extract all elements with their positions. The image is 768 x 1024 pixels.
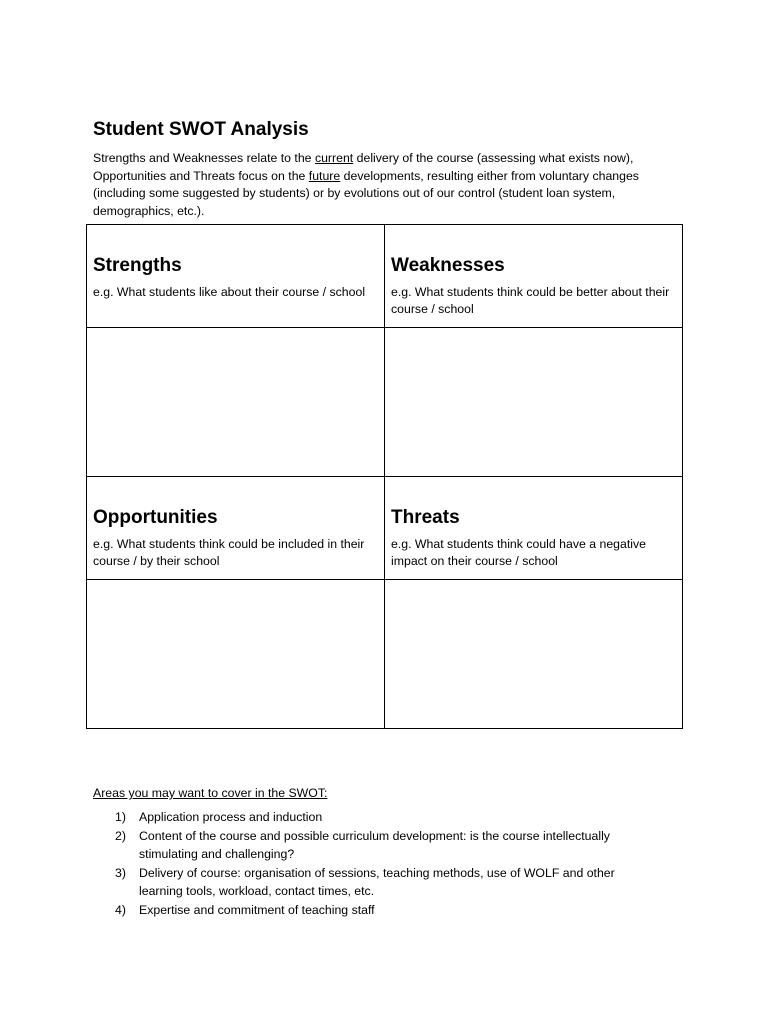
strengths-answer-cell[interactable] (87, 328, 385, 477)
list-item-text: Application process and induction (139, 810, 323, 824)
weaknesses-answer-cell[interactable] (385, 328, 683, 477)
page-title: Student SWOT Analysis (93, 119, 309, 140)
weaknesses-title: Weaknesses (391, 255, 505, 276)
threats-header-cell (385, 477, 683, 580)
list-item-number: 3) (115, 865, 126, 880)
list-item (93, 901, 653, 919)
weaknesses-header-cell (385, 225, 683, 328)
threats-answer-cell[interactable] (385, 580, 683, 729)
strengths-header-cell (87, 225, 385, 328)
intro-text-1: Strengths and Weaknesses relate to the (93, 151, 315, 165)
intro-text-2: delivery of the course (assessing what exists now), Opportunities and Threats focus on the (93, 151, 634, 183)
list-item (93, 808, 653, 826)
opportunities-title: Opportunities (93, 507, 218, 528)
intro-paragraph (93, 150, 683, 220)
list-item-number: 1) (115, 810, 126, 824)
intro-emphasis-future: future (308, 168, 341, 183)
list-item-number: 4) (115, 902, 126, 917)
list-item (93, 827, 653, 864)
areas-list (93, 808, 653, 920)
list-item-text: Expertise and commitment of teaching staff (139, 902, 375, 917)
threats-description: e.g. What students think could have a negative impact on their course / school (391, 537, 646, 568)
list-item-text: Delivery of course: organisation of sessions, teaching methods, use of WOLF and other learning tools, workload, contact times, etc. (139, 865, 615, 899)
strengths-description: e.g. What students like about their course / school (93, 285, 366, 299)
strengths-title: Strengths (93, 255, 182, 276)
list-item-text: Content of the course and possible curriculum development: is the course intellectually stimulating and challenging? (139, 828, 610, 862)
list-item (93, 864, 653, 901)
weaknesses-description: e.g. What students think could be better about their course / school (391, 285, 670, 316)
threats-title: Threats (391, 507, 460, 528)
list-item-number: 2) (115, 828, 126, 843)
opportunities-answer-cell[interactable] (87, 580, 385, 729)
areas-heading: Areas you may want to cover in the SWOT: (93, 786, 328, 800)
swot-table (86, 224, 683, 729)
intro-emphasis-current: current (314, 151, 354, 165)
opportunities-header-cell (87, 477, 385, 580)
intro-text-3: developments, resulting either from voluntary changes (including some suggested by students) or by evolutions out of our control (student loan system, demographics, etc.). (93, 168, 639, 218)
opportunities-description: e.g. What students think could be included in their course / by their school (93, 537, 365, 568)
